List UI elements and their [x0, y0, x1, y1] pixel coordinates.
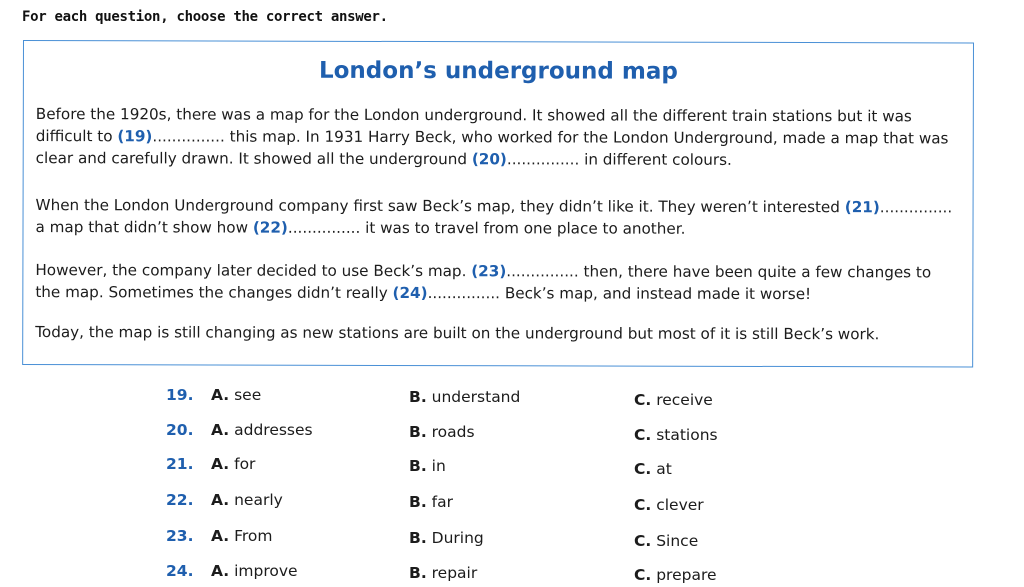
option-a[interactable] — [211, 455, 255, 473]
option-text: During — [431, 529, 484, 547]
question-number: 22. — [166, 491, 194, 509]
option-text: prepare — [656, 566, 717, 584]
option-letter: B. — [409, 423, 427, 441]
option-a[interactable] — [211, 562, 298, 580]
gap-20-marker: (20) — [471, 150, 507, 169]
option-c[interactable] — [634, 566, 717, 584]
paragraph-1 — [36, 103, 961, 171]
gap-23-marker: (23) — [471, 262, 507, 281]
question-number: 20. — [166, 421, 194, 439]
option-letter: B. — [409, 457, 427, 475]
option-b[interactable] — [409, 529, 484, 547]
option-b[interactable] — [409, 457, 446, 475]
option-letter: B. — [409, 493, 427, 511]
option-c[interactable] — [634, 391, 713, 409]
gap-22-marker: (22) — [252, 218, 288, 237]
paragraph-text: ............... Beck’s map, and instead made it worse! — [427, 284, 812, 304]
option-text: understand — [431, 388, 521, 406]
option-text: roads — [431, 423, 475, 441]
option-letter: C. — [634, 460, 652, 478]
question-row-24 — [166, 562, 726, 584]
question-row-20 — [166, 421, 726, 443]
gap-21-marker: (21) — [844, 198, 880, 217]
paragraph-text: ............... it was to travel from one place to another. — [287, 218, 686, 238]
option-b[interactable] — [409, 493, 453, 511]
paragraph-3 — [35, 259, 960, 305]
option-a[interactable] — [211, 527, 273, 545]
option-letter: C. — [634, 532, 652, 550]
option-b[interactable] — [409, 388, 520, 406]
option-text: for — [234, 455, 256, 473]
option-letter: C. — [634, 426, 652, 444]
option-c[interactable] — [634, 426, 718, 444]
question-row-19 — [166, 386, 726, 408]
option-letter: B. — [409, 564, 427, 582]
paragraph-text: ............... a map that didn’t show how — [35, 198, 953, 237]
option-b[interactable] — [409, 564, 477, 582]
option-letter: C. — [634, 496, 652, 514]
option-a[interactable] — [211, 491, 283, 509]
option-text: Since — [656, 532, 699, 550]
option-text: in — [431, 457, 446, 475]
option-letter: A. — [211, 562, 230, 580]
paragraph-text: ............... in different colours. — [506, 150, 732, 169]
question-row-21 — [166, 455, 726, 477]
passage-box — [22, 40, 974, 367]
question-number: 24. — [166, 562, 194, 580]
paragraph-2 — [35, 194, 960, 240]
paragraph-text: Before the 1920s, there was a map for the London underground. It showed all the different train stations but it was difficult to — [35, 105, 912, 146]
question-row-23 — [166, 527, 726, 549]
option-c[interactable] — [634, 496, 704, 514]
option-text: repair — [431, 564, 478, 582]
question-number: 19. — [166, 386, 194, 404]
option-text: receive — [656, 391, 713, 409]
paragraph-4: Today, the map is still changing as new stations are built on the underground but most of it is still Beck’s work. — [35, 323, 880, 344]
option-c[interactable] — [634, 460, 672, 478]
instruction-text: For each question, choose the correct answer. — [22, 9, 388, 25]
gap-19-marker: (19) — [117, 127, 153, 146]
question-number: 23. — [166, 527, 194, 545]
passage-title: London’s underground map — [318, 57, 678, 85]
question-number: 21. — [166, 455, 194, 473]
option-text: From — [234, 527, 273, 545]
option-text: far — [431, 493, 453, 511]
option-text: clever — [656, 496, 704, 514]
option-c[interactable] — [634, 532, 698, 550]
paragraph-text: ............... this map. In 1931 Harry Beck, who worked for the London Underground, made a map that was clear and carefully drawn. It showed all the underground — [35, 127, 949, 169]
paragraph-text: ............... then, there have been quite a few changes to the map. Sometimes the changes didn’t really — [35, 262, 932, 302]
option-letter: C. — [634, 566, 652, 584]
option-text: see — [234, 386, 262, 404]
option-b[interactable] — [409, 423, 475, 441]
option-letter: A. — [211, 386, 230, 404]
option-text: addresses — [234, 421, 313, 439]
option-letter: A. — [211, 527, 230, 545]
option-letter: A. — [211, 421, 230, 439]
question-row-22 — [166, 491, 726, 513]
option-a[interactable] — [211, 421, 313, 439]
option-a[interactable] — [211, 386, 261, 404]
option-text: improve — [234, 562, 298, 580]
option-letter: A. — [211, 491, 230, 509]
option-text: at — [656, 460, 672, 478]
option-letter: A. — [211, 455, 230, 473]
option-letter: B. — [409, 529, 427, 547]
option-letter: B. — [409, 388, 427, 406]
paragraph-text: However, the company later decided to use Beck’s map. — [35, 261, 472, 281]
gap-24-marker: (24) — [392, 283, 428, 303]
option-text: stations — [656, 426, 718, 444]
option-letter: C. — [634, 391, 652, 409]
option-text: nearly — [234, 491, 283, 509]
paragraph-text: When the London Underground company first saw Beck’s map, they didn’t like it. They weren’t interested — [35, 196, 845, 217]
